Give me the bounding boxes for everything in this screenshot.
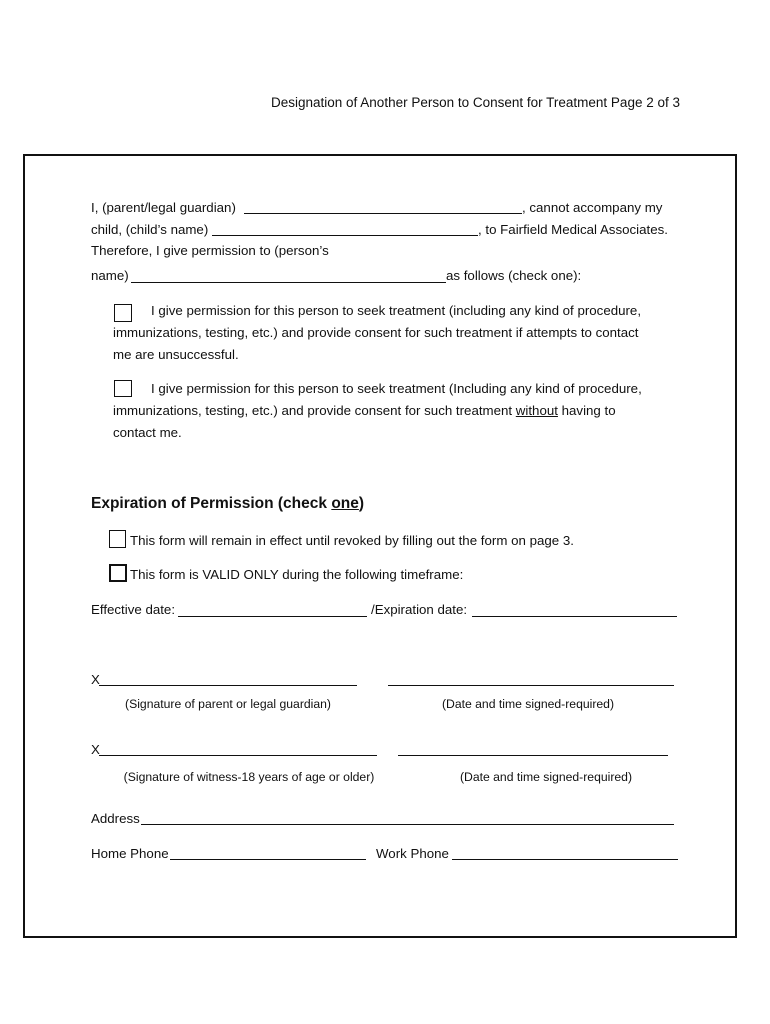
expiration-title-suffix: ) bbox=[358, 495, 365, 512]
option1-line1: I give permission for this person to seek treatment (including any kind of procedure, bbox=[151, 303, 642, 318]
as-follows-text: as follows (check one): bbox=[446, 268, 582, 283]
expiration-option1-text: This form will remain in effect until revoked by filling out the form on page 3. bbox=[130, 533, 574, 548]
person-name-label: name) bbox=[91, 268, 129, 283]
work-phone-label: Work Phone bbox=[376, 846, 449, 861]
option2-checkbox[interactable] bbox=[114, 380, 132, 397]
home-phone-field[interactable] bbox=[170, 859, 366, 860]
fairfield-text: , to Fairfield Medical Associates. bbox=[478, 222, 668, 237]
option2-line3: contact me. bbox=[113, 425, 182, 440]
parent-signature-field[interactable] bbox=[99, 685, 357, 686]
option2-line2-suffix: having to bbox=[557, 403, 616, 418]
parent-guardian-label: I, (parent/legal guardian) bbox=[91, 200, 236, 215]
expiration-title-prefix: Expiration of Permission (check bbox=[91, 495, 332, 512]
option1-checkbox[interactable] bbox=[114, 304, 132, 322]
child-name-label: child, (child’s name) bbox=[91, 222, 209, 237]
expiration-option2-text: This form is VALID ONLY during the following timeframe: bbox=[130, 567, 464, 582]
date2-field[interactable] bbox=[398, 755, 668, 756]
witness-signature-caption: (Signature of witness-18 years of age or older) bbox=[123, 770, 375, 784]
effective-date-label: Effective date: bbox=[91, 602, 176, 617]
expiration-title bbox=[91, 494, 364, 514]
address-label: Address bbox=[91, 811, 140, 826]
parent-signature-caption: (Signature of parent or legal guardian) bbox=[125, 697, 331, 711]
parent-guardian-field[interactable] bbox=[244, 213, 522, 214]
date1-field[interactable] bbox=[388, 685, 674, 686]
option2-without-emphasis: without bbox=[515, 403, 558, 418]
work-phone-field[interactable] bbox=[452, 859, 678, 860]
witness-signature-field[interactable] bbox=[99, 755, 377, 756]
effective-date-field[interactable] bbox=[178, 616, 367, 617]
expiration-option1-checkbox[interactable] bbox=[109, 530, 126, 548]
page-header: Designation of Another Person to Consent for Treatment Page 2 of 3 bbox=[270, 95, 680, 110]
option2-line2-prefix: immunizations, testing, etc.) and provide consent for such treatment bbox=[113, 403, 516, 418]
expiration-date-label: /Expiration date: bbox=[371, 602, 468, 617]
option1-line2: immunizations, testing, etc.) and provide consent for such treatment if attempts to contact bbox=[113, 325, 639, 340]
home-phone-label: Home Phone bbox=[91, 846, 169, 861]
option2-line2 bbox=[113, 402, 616, 420]
address-field[interactable] bbox=[141, 824, 674, 825]
date2-caption: (Date and time signed-required) bbox=[459, 770, 633, 784]
expiration-title-emphasis: one bbox=[331, 495, 359, 512]
child-name-field[interactable] bbox=[212, 235, 478, 236]
option2-line1: I give permission for this person to seek treatment (Including any kind of procedure, bbox=[151, 381, 642, 396]
expiration-option2-checkbox[interactable] bbox=[109, 564, 127, 582]
cannot-accompany-text: , cannot accompany my bbox=[522, 200, 663, 215]
date1-caption: (Date and time signed-required) bbox=[441, 697, 615, 711]
witness-signature-x: X bbox=[91, 742, 100, 757]
parent-signature-x: X bbox=[91, 672, 100, 687]
option1-line3: me are unsuccessful. bbox=[113, 347, 239, 362]
therefore-text: Therefore, I give permission to (person’s bbox=[91, 243, 329, 258]
person-name-field[interactable] bbox=[131, 282, 446, 283]
expiration-date-field[interactable] bbox=[472, 616, 677, 617]
